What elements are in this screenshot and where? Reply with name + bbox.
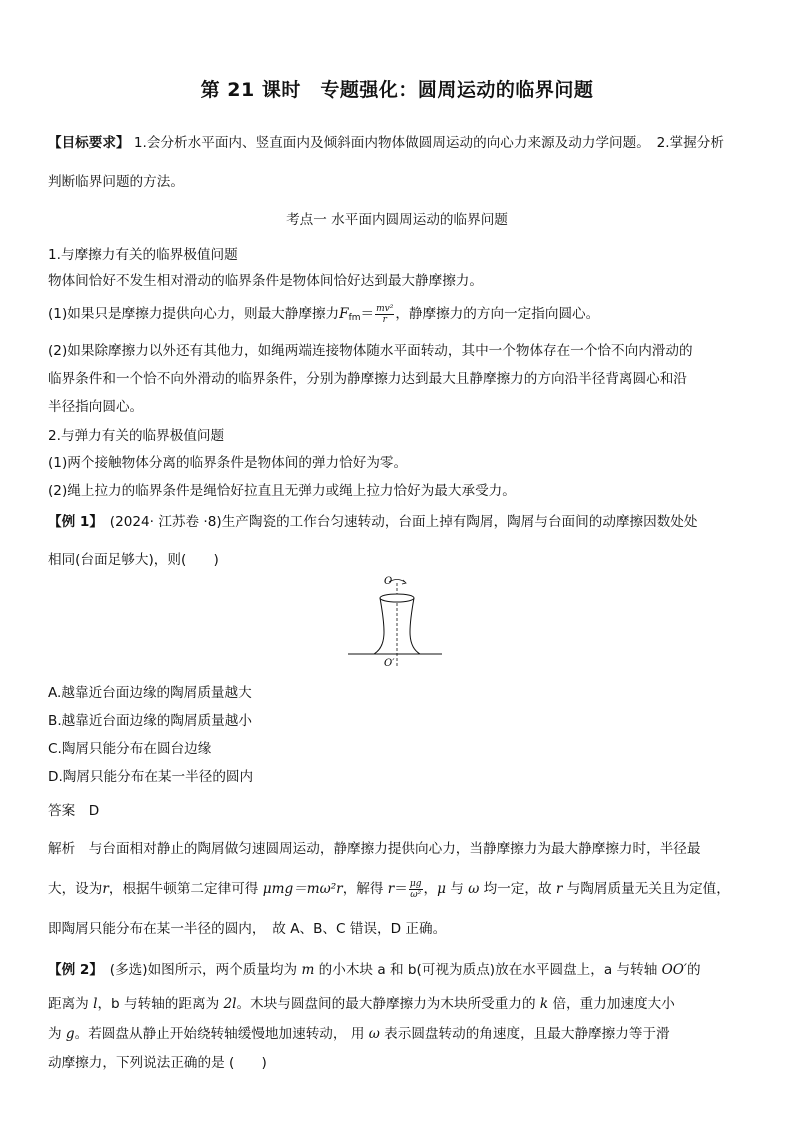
force-symbol: F	[339, 306, 349, 322]
part2-heading: 2.与弹力有关的临界极值问题	[48, 428, 225, 444]
option-a: A.越靠近台面边缘的陶屑质量越大	[48, 685, 252, 701]
objectives-line-1	[48, 131, 724, 151]
part2-item-2: (2)绳上拉力的临界条件是绳恰好拉直且无弹力或绳上拉力恰好为最大承受力。	[48, 483, 516, 499]
example1-line-2: 相同(台面足够大)，则( )	[48, 552, 219, 568]
example2-line-2	[48, 992, 675, 1012]
answer: 答案 D	[48, 803, 100, 819]
example2-text: 的小木块 a 和 b(可视为质点)放在水平圆盘上，a 与转轴	[314, 962, 662, 978]
example2-text: (多选)如图所示，两个质量均为	[96, 962, 302, 978]
example2-text: 倍，重力加速度大小	[548, 996, 675, 1012]
fraction-numerator: mv²	[376, 303, 394, 314]
analysis-text-b: ，根据牛顿第二定律可得	[108, 881, 263, 897]
example2-text: ，b 与转轴的距离为	[97, 996, 224, 1012]
pedestal-left	[374, 598, 384, 654]
analysis-text-a: 大，设为	[48, 881, 103, 897]
example1-line-1	[48, 510, 697, 530]
symbol-omega: ω	[468, 881, 480, 897]
part2-item-1: (1)两个接触物体分离的临界条件是物体间的弹力恰好为零。	[48, 455, 408, 471]
example2-text: 表示圆盘转动的角速度，且最大静摩擦力等于滑	[379, 1026, 670, 1042]
example2-text: 。若圆盘从静止开始绕转轴缓慢地加速转动， 用	[74, 1026, 369, 1042]
equals: ＝	[360, 306, 375, 322]
analysis-text-f: 均一定，故	[479, 881, 556, 897]
analysis-line-2	[48, 877, 730, 900]
option-c: C.陶屑只能分布在圆台边缘	[48, 741, 212, 757]
part1-text: 物体间恰好不发生相对滑动的临界条件是物体间恰好达到最大静摩擦力。	[48, 273, 483, 289]
label-o: O	[384, 576, 393, 587]
equation-newton: μmg＝mω²r	[262, 881, 343, 897]
part1-item-2-line-2: 临界条件和一个恰不向外滑动的临界条件，分别为静摩擦力达到最大且静摩擦力的方向沿半径背离圆心和沿	[48, 371, 687, 387]
symbol-r: r	[555, 881, 563, 897]
objectives-text-1: 1.会分析水平面内、竖直面内及倾斜面内物体做圆周运动的向心力来源及动力学问题。 2.掌握分析	[129, 135, 724, 151]
example2-line-1	[48, 958, 701, 978]
option-d: D.陶屑只能分布在某一半径的圆内	[48, 769, 254, 785]
example2-line-4: 动摩擦力，下列说法正确的是 ( )	[48, 1055, 267, 1071]
analysis-line-1: 解析 与台面相对静止的陶屑做匀速圆周运动，静摩擦力提供向心力，当静摩擦力为最大静摩擦力时，半径最	[48, 841, 701, 857]
symbol-mu: μ	[437, 881, 446, 897]
symbol-axis: OO′	[661, 962, 688, 978]
section-heading: 考点一 水平面内圆周运动的临界问题	[286, 212, 508, 228]
fraction-denominator: ω²	[410, 889, 422, 900]
symbol-k: k	[539, 996, 549, 1012]
example2-line-3	[48, 1022, 670, 1042]
symbol-r: r	[102, 881, 109, 897]
symbol-2l: 2l	[223, 996, 237, 1012]
example2-text: 的	[687, 962, 701, 978]
example2-text: 距离为	[48, 996, 94, 1012]
symbol-g: g	[65, 1026, 75, 1042]
analysis-line-3: 即陶屑只能分布在某一半径的圆内， 故 A、B、C 错误，D 正确。	[48, 921, 447, 937]
part1-item-2-line-1: (2)如果除摩擦力以外还有其他力，如绳两端连接物体随水平面转动，其中一个物体存在一个恰不向内滑动的	[48, 343, 693, 359]
objectives-label: 【目标要求】	[48, 135, 130, 151]
analysis-text-g: 与陶屑质量无关且为定值，	[562, 881, 730, 897]
symbol-l: l	[93, 996, 98, 1012]
label-o-prime: O′	[384, 658, 395, 669]
page-title: 第 21 课时 专题强化：圆周运动的临界问题	[200, 79, 594, 101]
force-subscript: fm	[348, 313, 361, 323]
option-b: B.越靠近台面边缘的陶屑质量越小	[48, 713, 252, 729]
part1-item-2-line-3: 半径指向圆心。	[48, 399, 144, 415]
table-top	[380, 594, 414, 602]
pottery-wheel-figure	[340, 568, 450, 673]
example2-text: 为	[48, 1026, 66, 1042]
analysis-text-d: ，	[423, 881, 438, 897]
example1-label: 【例 1】	[48, 514, 97, 530]
symbol-r: r	[387, 881, 395, 897]
example2-label: 【例 2】	[48, 962, 97, 978]
part1-item-1	[48, 302, 599, 325]
example1-text-1: (2024· 江苏卷 ·8)生产陶瓷的工作台匀速转动，台面上掉有陶屑，陶屑与台面间的动摩擦因数处处	[96, 514, 698, 530]
example2-text: 。木块与圆盘间的最大静摩擦力为木块所受重力的	[236, 996, 540, 1012]
item1-pre: (1)如果只是摩擦力提供向心力，则最大静摩擦力	[48, 306, 340, 322]
fraction-mv2-r	[375, 304, 394, 325]
symbol-m: m	[301, 962, 315, 978]
fraction-denominator: r	[382, 314, 387, 325]
objectives-line-2: 判断临界问题的方法。	[48, 174, 184, 190]
analysis-text-c: ，解得	[342, 881, 388, 897]
analysis-text-e: 与	[445, 881, 469, 897]
fraction-mug-w2	[409, 879, 423, 900]
part1-heading: 1.与摩擦力有关的临界极值问题	[48, 247, 238, 263]
equals: ＝	[394, 881, 408, 897]
item1-post: ，静摩擦力的方向一定指向圆心。	[395, 306, 600, 322]
symbol-omega: ω	[368, 1026, 380, 1042]
pedestal-right	[410, 598, 420, 654]
fraction-numerator: μg	[409, 878, 422, 889]
